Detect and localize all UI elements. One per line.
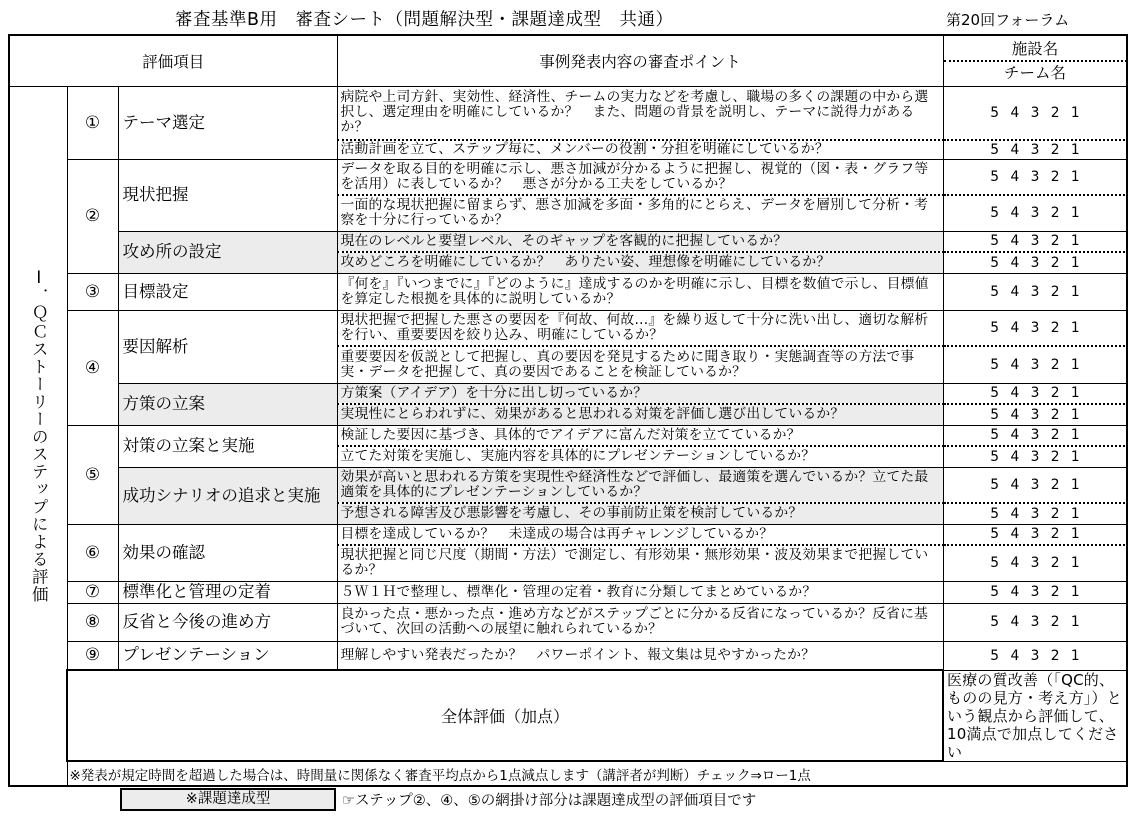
review-point: 『何を』『いつまでに』『どのように』達成するのかを明確に示し、目標を数値で示し、目標値を算定した根拠を具体的に説明しているか？ bbox=[337, 273, 943, 310]
table-row bbox=[9, 524, 1127, 545]
review-point: 予想される障害及び悪影響を考慮し、その事前防止策を検討しているか？ bbox=[337, 503, 943, 524]
review-point: 良かった点・悪かった点・進め方などがステップごとに分かる反省になっているか？反省に基づいて、次回の活動への展望に触れられているか？ bbox=[337, 603, 943, 641]
score-options[interactable]: 5 4 3 2 1 bbox=[943, 140, 1127, 159]
review-point: ５Ｗ１Ｈで整理し、標準化・管理の定着・教育に分類してまとめているか？ bbox=[337, 581, 943, 603]
score-options[interactable]: 5 4 3 2 1 bbox=[943, 346, 1127, 383]
score-options[interactable]: 5 4 3 2 1 bbox=[943, 404, 1127, 425]
footnote-row bbox=[9, 761, 1127, 786]
sheet-title: 審査基準B用 審査シート（問題解決型・課題達成型 共通） bbox=[175, 10, 674, 30]
eval-item: 反省と今後の進め方 bbox=[118, 603, 337, 641]
eval-item: 攻め所の設定 bbox=[118, 231, 337, 273]
eval-item: テーマ選定 bbox=[118, 86, 337, 159]
eval-item: 目標設定 bbox=[118, 273, 337, 310]
review-point: 現状把握で把握した悪さの要因を『何故、何故…』を繰り返して十分に洗い出し、適切な解析を行い、重要要因を絞り込み、明確にしているか？ bbox=[337, 310, 943, 346]
eval-item: 成功シナリオの追求と実施 bbox=[118, 467, 337, 524]
review-point: データを取る目的を明確に示し、悪さ加減が分かるように把握し、視覚的（図・表・グラフ等を活用）に表しているか？ 悪さが分かる工夫をしているか？ bbox=[337, 159, 943, 195]
table-row bbox=[9, 231, 1127, 252]
score-options[interactable]: 5 4 3 2 1 bbox=[943, 581, 1127, 603]
eval-item: 方策の立案 bbox=[118, 383, 337, 425]
legend-text: ☞ステップ②、④、⑤の網掛け部分は課題達成型の評価項目です bbox=[342, 793, 757, 809]
score-options[interactable]: 5 4 3 2 1 bbox=[943, 545, 1127, 581]
eval-item: プレゼンテーション bbox=[118, 641, 337, 670]
review-point: 目標を達成しているか？ 未達成の場合は再チャレンジしているか？ bbox=[337, 524, 943, 545]
forum-label: 第20回フォーラム bbox=[946, 11, 1070, 29]
overtime-note: ※発表が規定時間を超過した場合は、時間量に関係なく審査平均点から1点減点します（講評者が判断）チェック⇒ロー1点 bbox=[67, 761, 1127, 786]
eval-item: 現状把握 bbox=[118, 159, 337, 231]
col-header-eval: 評価項目 bbox=[9, 35, 337, 86]
score-options[interactable]: 5 4 3 2 1 bbox=[943, 273, 1127, 310]
score-options[interactable]: 5 4 3 2 1 bbox=[943, 446, 1127, 467]
step-number: ③ bbox=[67, 273, 118, 310]
overall-text: 医療の質改善（「QC的、ものの見方・考え方」）という観点から評価して、10満点で加点してください bbox=[943, 670, 1127, 761]
table-row bbox=[9, 641, 1127, 670]
review-point: 方策案（アイデア）を十分に出し切っているか？ bbox=[337, 383, 943, 404]
review-point: 現在のレベルと要望レベル、そのギャップを客観的に把握しているか？ bbox=[337, 231, 943, 252]
table-row bbox=[9, 467, 1127, 503]
review-point: 理解しやすい発表だったか？ パワーポイント、報文集は見やすかったか？ bbox=[337, 641, 943, 670]
score-options[interactable]: 5 4 3 2 1 bbox=[943, 425, 1127, 446]
table-row bbox=[9, 603, 1127, 641]
table-row bbox=[9, 581, 1127, 603]
overall-row bbox=[9, 670, 1127, 761]
section-cell bbox=[9, 86, 67, 786]
review-sheet-table bbox=[8, 34, 1128, 787]
step-number: ⑦ bbox=[67, 581, 118, 603]
review-point: 活動計画を立て、ステップ毎に、メンバーの役割・分担を明確にしているか？ bbox=[337, 140, 943, 159]
step-number: ⑨ bbox=[67, 641, 118, 670]
section-label: Ⅰ．ＱＣストーリーのステップによる評価 bbox=[29, 268, 49, 604]
eval-item: 標準化と管理の定着 bbox=[118, 581, 337, 603]
step-number: ⑤ bbox=[67, 425, 118, 524]
eval-item: 効果の確認 bbox=[118, 524, 337, 581]
score-options[interactable]: 5 4 3 2 1 bbox=[943, 231, 1127, 252]
col-header-points: 事例発表内容の審査ポイント bbox=[337, 35, 943, 86]
score-options[interactable]: 5 4 3 2 1 bbox=[943, 86, 1127, 140]
step-number: ① bbox=[67, 86, 118, 159]
review-point: 攻めどころを明確にしているか？ ありたい姿、理想像を明確にしているか？ bbox=[337, 252, 943, 273]
legend-badge: ※課題達成型 bbox=[120, 788, 336, 811]
score-options[interactable]: 5 4 3 2 1 bbox=[943, 195, 1127, 231]
review-point: 効果が高いと思われる方策を実現性や経済性などで評価し、最適策を選んでいるか？立てた最適策を具体的にプレゼンテーションしているか？ bbox=[337, 467, 943, 503]
facility-team-cell bbox=[943, 35, 1127, 86]
table-row bbox=[9, 383, 1127, 404]
overall-label: 全体評価（加点） bbox=[67, 670, 943, 761]
header-row bbox=[9, 35, 1127, 86]
step-number: ② bbox=[67, 159, 118, 273]
table-row bbox=[9, 159, 1127, 195]
score-options[interactable]: 5 4 3 2 1 bbox=[943, 383, 1127, 404]
score-options[interactable]: 5 4 3 2 1 bbox=[943, 467, 1127, 503]
table-row bbox=[9, 86, 1127, 140]
score-options[interactable]: 5 4 3 2 1 bbox=[943, 503, 1127, 524]
review-point: 立てた対策を実施し、実施内容を具体的にプレゼンテーションしているか？ bbox=[337, 446, 943, 467]
score-options[interactable]: 5 4 3 2 1 bbox=[943, 310, 1127, 346]
score-options[interactable]: 5 4 3 2 1 bbox=[943, 159, 1127, 195]
score-options[interactable]: 5 4 3 2 1 bbox=[943, 603, 1127, 641]
review-point: 一面的な現状把握に留まらず、悪さ加減を多面・多角的にとらえ、データを層別して分析・考察を十分に行っているか？ bbox=[337, 195, 943, 231]
score-options[interactable]: 5 4 3 2 1 bbox=[943, 641, 1127, 670]
review-point: 検証した要因に基づき、具体的でアイデアに富んだ対策を立てているか？ bbox=[337, 425, 943, 446]
score-options[interactable]: 5 4 3 2 1 bbox=[943, 252, 1127, 273]
review-point: 実現性にとらわれずに、効果があると思われる対策を評価し選び出しているか？ bbox=[337, 404, 943, 425]
review-point: 病院や上司方針、実効性、経済性、チームの実力などを考慮し、職場の多くの課題の中から選択し、選定理由を明確にしているか？ また、問題の背景を説明し、テーマに説得力があるか？ bbox=[337, 86, 943, 140]
team-name-label: チーム名 bbox=[1003, 63, 1066, 82]
table-row bbox=[9, 273, 1127, 310]
eval-item: 対策の立案と実施 bbox=[118, 425, 337, 467]
step-number: ⑥ bbox=[67, 524, 118, 581]
score-options[interactable]: 5 4 3 2 1 bbox=[943, 524, 1127, 545]
review-point: 現状把握と同じ尺度（期間・方法）で測定し、有形効果・無形効果・波及効果まで把握しているか？ bbox=[337, 545, 943, 581]
facility-name-label: 施設名 bbox=[944, 38, 1127, 62]
table-row bbox=[9, 310, 1127, 346]
step-number: ⑧ bbox=[67, 603, 118, 641]
eval-item: 要因解析 bbox=[118, 310, 337, 383]
table-row bbox=[9, 425, 1127, 446]
review-point: 重要要因を仮説として把握し、真の要因を発見するために聞き取り・実態調査等の方法で事実・データを把握して、真の要因であることを検証しているか？ bbox=[337, 346, 943, 383]
step-number: ④ bbox=[67, 310, 118, 425]
